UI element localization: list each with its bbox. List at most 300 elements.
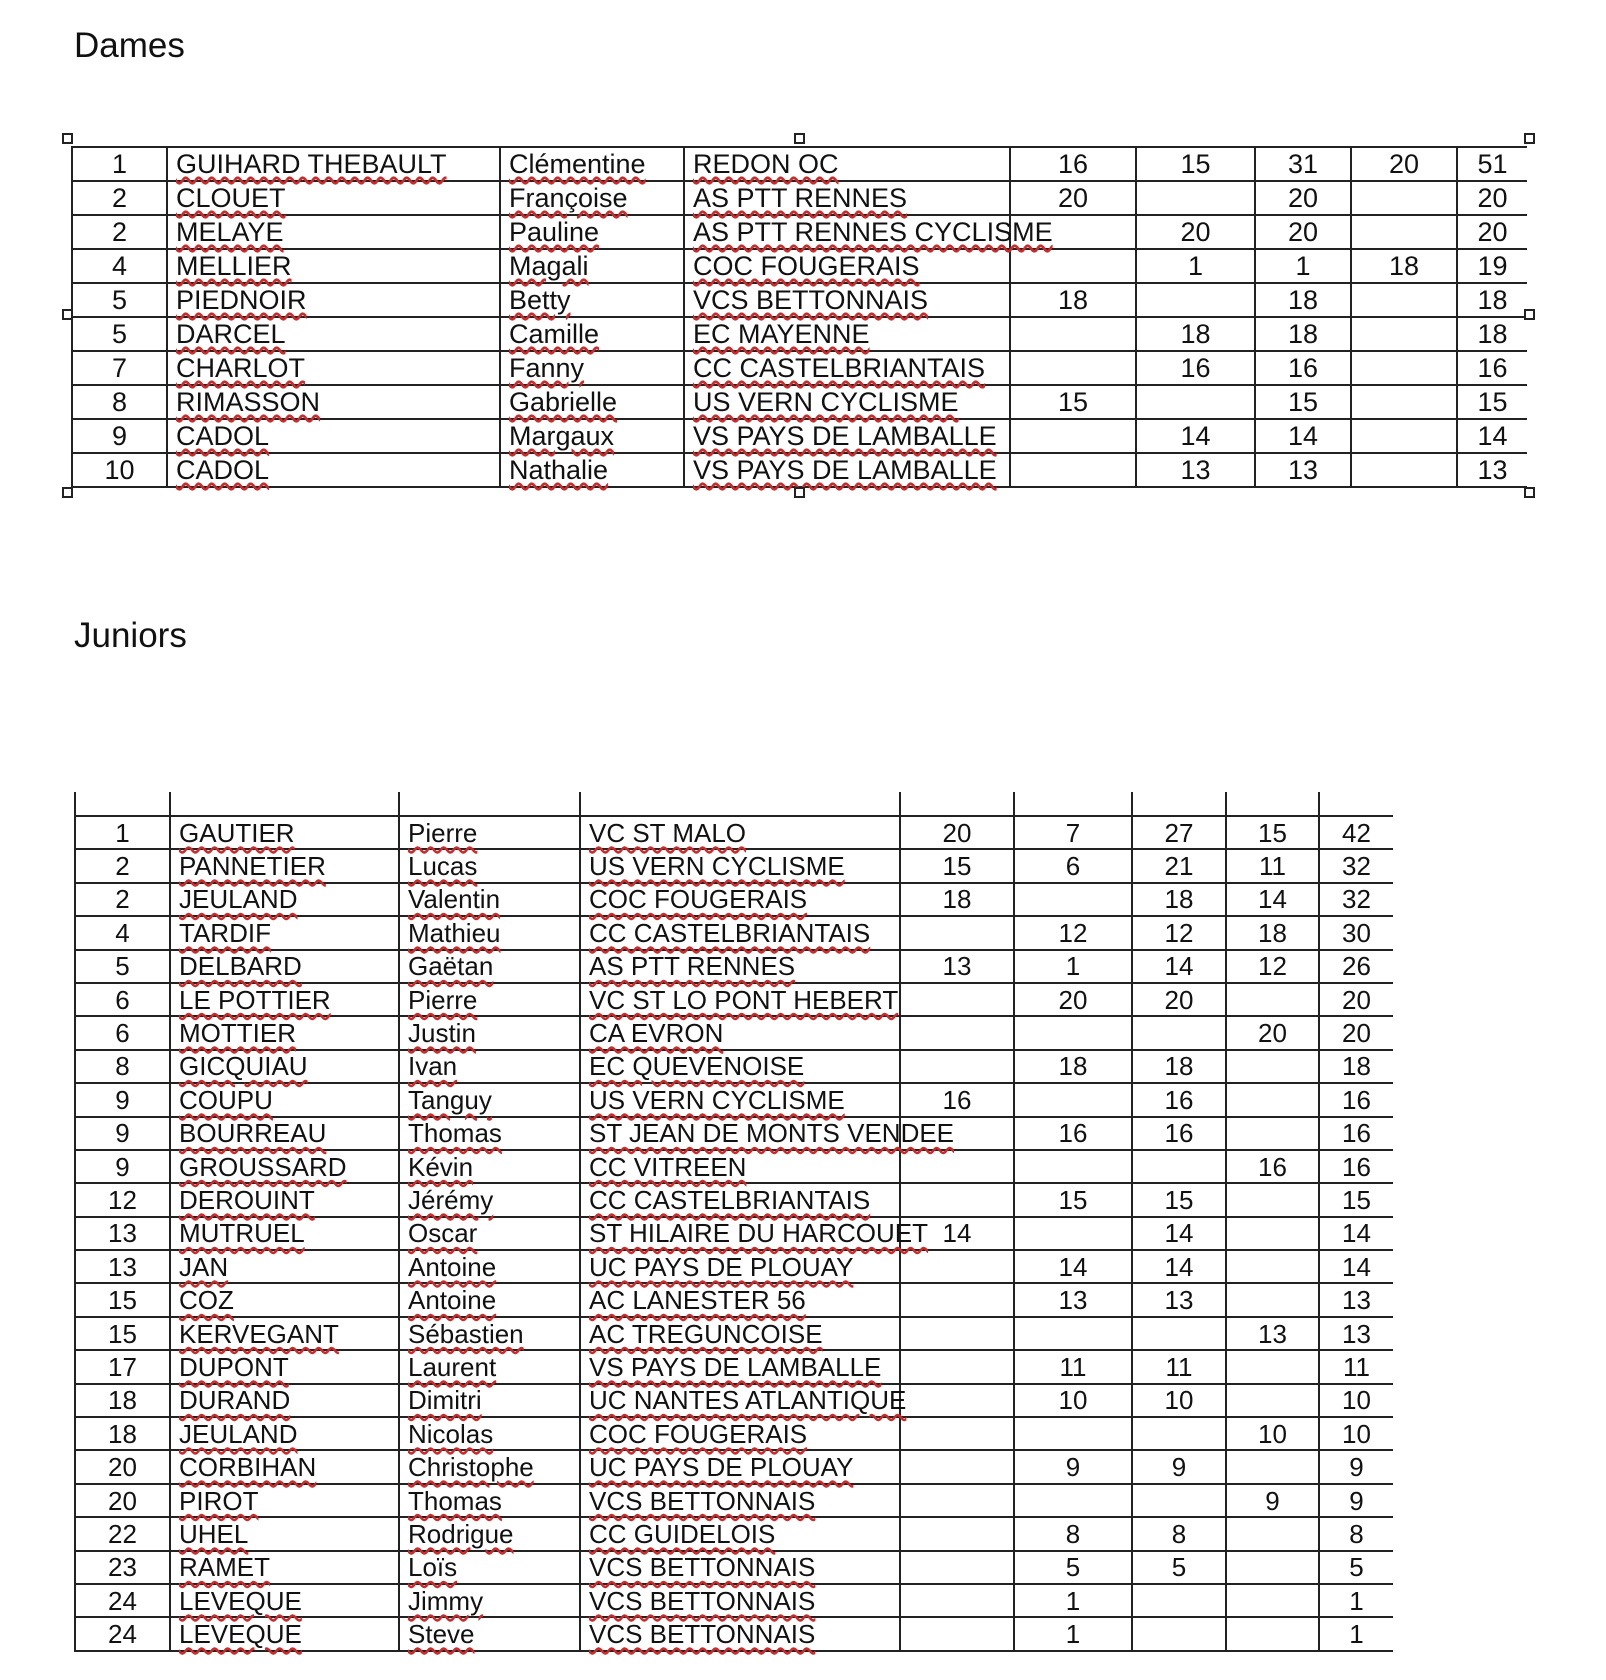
club-cell xyxy=(580,1150,900,1183)
points-2-text: 6 xyxy=(1065,851,1081,882)
points-1-cell xyxy=(1010,351,1136,385)
table-row xyxy=(75,1150,1393,1183)
table-row xyxy=(75,1350,1393,1383)
points-1-cell xyxy=(1010,283,1136,317)
rank-text: 22 xyxy=(108,1518,137,1549)
points-3-cell xyxy=(1226,883,1319,916)
rank-cell xyxy=(75,1083,170,1116)
total-cell xyxy=(1457,215,1527,249)
rank-cell xyxy=(75,1217,170,1250)
first-name-text: Nicolas xyxy=(408,1418,494,1449)
club-text: US VERN CYCLISME xyxy=(693,386,959,417)
club-cell xyxy=(580,1584,900,1617)
points-2-text: 20 xyxy=(1058,984,1088,1015)
subtotal-text: 21 xyxy=(1164,851,1194,882)
last-name-text: PANNETIER xyxy=(179,851,326,882)
points-2-text: 1 xyxy=(1065,1619,1081,1650)
subtotal-text: 9 xyxy=(1171,1452,1187,1483)
points-2-cell xyxy=(1136,147,1255,181)
points-2-cell xyxy=(1014,883,1132,916)
points-2-cell xyxy=(1014,1484,1132,1517)
points-1-text: 18 xyxy=(1057,284,1089,315)
first-name-text: Clémentine xyxy=(509,148,646,179)
last-name-text: TARDIF xyxy=(179,917,271,948)
points-2-cell xyxy=(1014,849,1132,882)
first-name-text: Thomas xyxy=(408,1118,502,1149)
first-name-cell xyxy=(500,453,684,487)
subtotal-cell xyxy=(1132,816,1226,849)
club-cell xyxy=(580,1617,900,1650)
club-cell xyxy=(580,1117,955,1150)
total-cell xyxy=(1319,1350,1393,1383)
rank-text: 17 xyxy=(108,1351,137,1382)
total-text: 18 xyxy=(1342,1051,1371,1082)
club-text: VS PAYS DE LAMBALLE xyxy=(693,454,997,485)
rank-cell xyxy=(72,249,167,283)
first-name-cell xyxy=(399,1584,580,1617)
rank-text: 1 xyxy=(111,148,128,179)
club-cell xyxy=(684,249,1010,283)
rank-cell xyxy=(75,1350,170,1383)
table-row xyxy=(75,916,1393,949)
rank-text: 2 xyxy=(115,884,130,915)
last-name-cell xyxy=(167,419,500,453)
first-name-text: Camille xyxy=(509,318,600,349)
points-2-cell xyxy=(1014,916,1132,949)
table-row xyxy=(75,950,1393,983)
first-name-cell xyxy=(399,1150,580,1183)
points-2-text: 16 xyxy=(1058,1118,1088,1149)
rank-cell xyxy=(75,983,170,1016)
club-cell xyxy=(684,385,1010,419)
first-name-cell xyxy=(399,1016,580,1049)
table-row xyxy=(75,816,1393,849)
points-1-cell xyxy=(900,1517,1014,1550)
total-text: 16 xyxy=(1477,352,1508,383)
rank-cell xyxy=(75,849,170,882)
table-header-row-empty xyxy=(75,792,1393,816)
table-row xyxy=(75,1183,1393,1216)
rank-text: 9 xyxy=(111,420,128,451)
rank-cell xyxy=(75,1250,170,1283)
subtotal-text: 15 xyxy=(1164,1184,1194,1215)
points-1-cell xyxy=(900,1183,1014,1216)
first-name-text: Christophe xyxy=(408,1452,534,1483)
first-name-cell xyxy=(399,883,580,916)
club-cell xyxy=(580,816,900,849)
last-name-cell xyxy=(170,1050,399,1083)
first-name-text: Margaux xyxy=(509,420,615,451)
rank-text: 15 xyxy=(108,1285,137,1316)
points-1-cell xyxy=(900,1384,1014,1417)
total-text: 13 xyxy=(1342,1318,1371,1349)
table-row xyxy=(75,1551,1393,1584)
subtotal-cell xyxy=(1132,1016,1226,1049)
total-cell xyxy=(1319,816,1393,849)
total-cell xyxy=(1319,1551,1393,1584)
club-cell xyxy=(580,916,900,949)
first-name-text: Jimmy xyxy=(408,1585,484,1616)
last-name-text: DUPONT xyxy=(179,1351,289,1382)
selection-handle-top-left[interactable] xyxy=(62,133,73,144)
table-row xyxy=(72,249,1527,283)
rank-cell xyxy=(75,883,170,916)
first-name-text: Mathieu xyxy=(408,917,501,948)
points-2-text: 18 xyxy=(1180,318,1211,349)
rank-text: 8 xyxy=(111,386,128,417)
total-cell xyxy=(1319,1183,1393,1216)
rank-cell xyxy=(75,1484,170,1517)
subtotal-text: 18 xyxy=(1287,284,1319,315)
last-name-cell xyxy=(170,1317,399,1350)
total-text: 16 xyxy=(1342,1084,1371,1115)
first-name-text: Françoise xyxy=(509,182,628,213)
selection-handle-bottom-center[interactable] xyxy=(794,487,805,498)
last-name-cell xyxy=(170,849,399,882)
rank-cell xyxy=(72,147,167,181)
points-2-cell xyxy=(1136,385,1255,419)
club-cell xyxy=(580,1484,900,1517)
points-3-text: 16 xyxy=(1258,1151,1287,1182)
points-2-cell xyxy=(1014,950,1132,983)
first-name-cell xyxy=(399,1450,580,1483)
last-name-cell xyxy=(170,983,399,1016)
last-name-cell xyxy=(170,1217,399,1250)
club-cell xyxy=(580,1350,900,1383)
rank-cell xyxy=(75,950,170,983)
club-text: COC FOUGERAIS xyxy=(693,250,920,281)
club-cell xyxy=(684,419,1010,453)
points-2-text: 18 xyxy=(1058,1051,1088,1082)
points-3-cell xyxy=(1226,1584,1319,1617)
club-cell xyxy=(580,1283,900,1316)
points-1-cell xyxy=(900,1016,1014,1049)
points-2-text: 5 xyxy=(1065,1552,1081,1583)
selection-handle-middle-right[interactable] xyxy=(1524,309,1535,320)
points-3-cell xyxy=(1351,385,1457,419)
total-cell xyxy=(1319,1617,1393,1650)
last-name-text: LEVEQUE xyxy=(179,1619,302,1650)
rank-text: 10 xyxy=(104,454,135,485)
selection-handle-top-center[interactable] xyxy=(794,133,805,144)
last-name-text: MOTTIER xyxy=(179,1018,296,1049)
rank-text: 4 xyxy=(115,917,130,948)
club-cell xyxy=(580,1217,929,1250)
subtotal-text: 15 xyxy=(1287,386,1319,417)
rank-text: 5 xyxy=(111,318,128,349)
club-text: AC TREGUNCOISE xyxy=(589,1318,823,1349)
points-1-text: 16 xyxy=(1057,148,1089,179)
last-name-cell xyxy=(167,453,500,487)
club-cell xyxy=(580,1016,900,1049)
club-cell xyxy=(684,215,1053,249)
club-text: VCS BETTONNAIS xyxy=(589,1552,816,1583)
points-1-cell xyxy=(900,849,1014,882)
points-2-cell xyxy=(1014,1384,1132,1417)
total-text: 15 xyxy=(1477,386,1508,417)
points-1-cell xyxy=(1010,147,1136,181)
rank-text: 20 xyxy=(108,1452,137,1483)
club-text: VCS BETTONNAIS xyxy=(589,1585,816,1616)
last-name-cell xyxy=(167,215,500,249)
first-name-cell xyxy=(399,1317,580,1350)
last-name-text: LE POTTIER xyxy=(179,984,331,1015)
subtotal-text: 8 xyxy=(1171,1518,1187,1549)
subtotal-cell xyxy=(1132,849,1226,882)
points-3-cell xyxy=(1226,1484,1319,1517)
rank-cell xyxy=(72,385,167,419)
rank-text: 9 xyxy=(115,1084,130,1115)
subtotal-text: 13 xyxy=(1287,454,1319,485)
total-text: 11 xyxy=(1343,1351,1370,1382)
points-2-text: 20 xyxy=(1180,216,1211,247)
club-cell xyxy=(580,849,900,882)
club-text: CC GUIDELOIS xyxy=(589,1518,776,1549)
points-2-cell xyxy=(1014,983,1132,1016)
points-3-cell xyxy=(1351,351,1457,385)
points-3-cell xyxy=(1226,1384,1319,1417)
subtotal-text: 1 xyxy=(1295,250,1311,281)
last-name-text: CADOL xyxy=(176,420,270,451)
club-text: US VERN CYCLISME xyxy=(589,1084,845,1115)
rank-cell xyxy=(75,1417,170,1450)
subtotal-text: 12 xyxy=(1164,917,1194,948)
points-2-cell xyxy=(1014,1083,1132,1116)
total-cell xyxy=(1319,1450,1393,1483)
club-text: EC QUEVENOISE xyxy=(589,1051,805,1082)
total-cell xyxy=(1457,385,1527,419)
club-text: US VERN CYCLISME xyxy=(589,851,845,882)
last-name-text: LEVEQUE xyxy=(179,1585,302,1616)
first-name-cell xyxy=(500,181,684,215)
last-name-cell xyxy=(170,1117,399,1150)
club-text: CC VITREEN xyxy=(589,1151,747,1182)
subtotal-cell xyxy=(1132,1584,1226,1617)
total-cell xyxy=(1457,147,1527,181)
points-3-text: 18 xyxy=(1388,250,1420,281)
last-name-cell xyxy=(170,1384,399,1417)
total-text: 26 xyxy=(1342,951,1371,982)
last-name-cell xyxy=(170,1150,399,1183)
club-cell xyxy=(684,181,1010,215)
total-cell xyxy=(1319,1384,1393,1417)
club-text: CC CASTELBRIANTAIS xyxy=(693,352,986,383)
points-3-cell xyxy=(1226,849,1319,882)
points-2-text: 1 xyxy=(1187,250,1204,281)
points-3-text: 20 xyxy=(1258,1018,1287,1049)
points-1-cell xyxy=(900,1551,1014,1584)
points-1-cell xyxy=(900,1617,1014,1650)
club-text: UC PAYS DE PLOUAY xyxy=(589,1452,854,1483)
last-name-text: JEULAND xyxy=(179,884,298,915)
total-cell xyxy=(1319,1283,1393,1316)
table-row xyxy=(75,1016,1393,1049)
subtotal-text: 10 xyxy=(1164,1385,1194,1416)
first-name-text: Lucas xyxy=(408,851,478,882)
club-cell xyxy=(684,453,1010,487)
last-name-text: GUIHARD THEBAULT xyxy=(176,148,447,179)
club-text: VS PAYS DE LAMBALLE xyxy=(589,1351,882,1382)
points-2-text: 7 xyxy=(1065,817,1081,848)
first-name-cell xyxy=(500,385,684,419)
total-text: 20 xyxy=(1342,984,1371,1015)
total-cell xyxy=(1457,419,1527,453)
last-name-text: GICQUIAU xyxy=(179,1051,308,1082)
points-3-text: 14 xyxy=(1258,884,1287,915)
dames-ranking-table[interactable] xyxy=(71,146,1527,488)
total-cell xyxy=(1319,1117,1393,1150)
subtotal-text: 14 xyxy=(1164,1218,1194,1249)
first-name-text: Pierre xyxy=(408,984,478,1015)
first-name-cell xyxy=(399,1417,580,1450)
last-name-text: JEULAND xyxy=(179,1418,298,1449)
last-name-text: CHARLOT xyxy=(176,352,306,383)
points-2-text: 14 xyxy=(1180,420,1211,451)
points-2-text: 1 xyxy=(1065,1585,1081,1616)
last-name-cell xyxy=(167,181,500,215)
points-3-cell xyxy=(1226,1350,1319,1383)
subtotal-cell xyxy=(1132,1050,1226,1083)
total-text: 13 xyxy=(1342,1285,1371,1316)
table-row xyxy=(72,283,1527,317)
total-text: 14 xyxy=(1342,1218,1371,1249)
club-cell xyxy=(580,1384,907,1417)
subtotal-cell xyxy=(1255,181,1351,215)
points-3-cell xyxy=(1351,215,1457,249)
selection-handle-bottom-right[interactable] xyxy=(1524,487,1535,498)
subtotal-text: 16 xyxy=(1164,1084,1194,1115)
points-3-cell xyxy=(1226,1183,1319,1216)
points-1-cell xyxy=(900,1283,1014,1316)
subtotal-cell xyxy=(1255,385,1351,419)
club-text: CC CASTELBRIANTAIS xyxy=(589,1184,871,1215)
subtotal-text: 5 xyxy=(1171,1552,1187,1583)
points-3-text: 20 xyxy=(1388,148,1420,179)
points-3-cell xyxy=(1351,419,1457,453)
first-name-text: Gaëtan xyxy=(408,951,494,982)
first-name-cell xyxy=(399,1484,580,1517)
points-3-text: 12 xyxy=(1258,951,1287,982)
total-text: 19 xyxy=(1477,250,1508,281)
points-2-cell xyxy=(1014,1450,1132,1483)
points-3-cell xyxy=(1351,147,1457,181)
club-text: AS PTT RENNES xyxy=(589,951,796,982)
club-text: VCS BETTONNAIS xyxy=(589,1619,816,1650)
first-name-text: Pierre xyxy=(408,817,478,848)
first-name-text: Pauline xyxy=(509,216,600,247)
last-name-cell xyxy=(170,1250,399,1283)
points-1-cell xyxy=(900,816,1014,849)
points-3-cell xyxy=(1226,1417,1319,1450)
first-name-cell xyxy=(399,1083,580,1116)
total-cell xyxy=(1457,453,1527,487)
first-name-text: Rodrigue xyxy=(408,1518,514,1549)
rank-text: 1 xyxy=(115,817,130,848)
points-2-cell xyxy=(1136,351,1255,385)
subtotal-text: 18 xyxy=(1164,1051,1194,1082)
points-1-cell xyxy=(900,1450,1014,1483)
rank-cell xyxy=(72,317,167,351)
first-name-text: Valentin xyxy=(408,884,501,915)
table-row xyxy=(75,1217,1393,1250)
table-row xyxy=(75,1584,1393,1617)
points-1-cell xyxy=(900,1484,1014,1517)
first-name-text: Sébastien xyxy=(408,1318,524,1349)
selection-handle-top-right[interactable] xyxy=(1524,133,1535,144)
rank-text: 2 xyxy=(115,851,130,882)
rank-text: 5 xyxy=(111,284,128,315)
total-cell xyxy=(1319,883,1393,916)
juniors-ranking-table[interactable] xyxy=(74,792,1393,1652)
last-name-cell xyxy=(167,351,500,385)
subtotal-cell xyxy=(1132,1317,1226,1350)
points-2-cell xyxy=(1014,1517,1132,1550)
rank-cell xyxy=(72,181,167,215)
selection-handle-bottom-left[interactable] xyxy=(62,487,73,498)
points-1-cell xyxy=(900,916,1014,949)
subtotal-cell xyxy=(1132,883,1226,916)
rank-cell xyxy=(75,1317,170,1350)
rank-text: 2 xyxy=(111,182,128,213)
subtotal-text: 20 xyxy=(1164,984,1194,1015)
table-row xyxy=(75,1250,1393,1283)
total-cell xyxy=(1319,1517,1393,1550)
rank-text: 13 xyxy=(108,1218,137,1249)
subtotal-cell xyxy=(1255,283,1351,317)
points-3-cell xyxy=(1226,1317,1319,1350)
selection-handle-middle-left[interactable] xyxy=(62,309,73,320)
first-name-cell xyxy=(399,1217,580,1250)
rank-text: 24 xyxy=(108,1619,137,1650)
first-name-cell xyxy=(399,1117,580,1150)
points-2-text: 15 xyxy=(1058,1184,1088,1215)
table-row xyxy=(75,1083,1393,1116)
points-1-cell xyxy=(900,1150,1014,1183)
first-name-text: Magali xyxy=(509,250,589,281)
club-text: CC CASTELBRIANTAIS xyxy=(589,917,871,948)
points-2-text: 16 xyxy=(1180,352,1211,383)
rank-cell xyxy=(72,453,167,487)
last-name-text: RIMASSON xyxy=(176,386,321,417)
last-name-cell xyxy=(170,1450,399,1483)
subtotal-cell xyxy=(1255,453,1351,487)
first-name-cell xyxy=(500,351,684,385)
rank-cell xyxy=(75,1450,170,1483)
rank-cell xyxy=(72,419,167,453)
rank-cell xyxy=(72,351,167,385)
subtotal-cell xyxy=(1132,983,1226,1016)
subtotal-text: 13 xyxy=(1164,1285,1194,1316)
points-1-text: 14 xyxy=(942,1218,972,1249)
first-name-cell xyxy=(399,1250,580,1283)
points-3-cell xyxy=(1351,249,1457,283)
total-text: 51 xyxy=(1477,148,1508,179)
last-name-text: PIEDNOIR xyxy=(176,284,307,315)
first-name-text: Jérémy xyxy=(408,1184,494,1215)
points-2-cell xyxy=(1014,1150,1132,1183)
points-1-text: 16 xyxy=(942,1084,972,1115)
points-3-cell xyxy=(1226,1250,1319,1283)
points-3-cell xyxy=(1226,1450,1319,1483)
total-cell xyxy=(1319,849,1393,882)
table-row xyxy=(75,1117,1393,1150)
total-cell xyxy=(1319,916,1393,949)
last-name-text: COZ xyxy=(179,1285,234,1316)
points-2-cell xyxy=(1136,283,1255,317)
club-text: UC PAYS DE PLOUAY xyxy=(589,1251,854,1282)
total-cell xyxy=(1457,283,1527,317)
subtotal-text: 14 xyxy=(1287,420,1319,451)
